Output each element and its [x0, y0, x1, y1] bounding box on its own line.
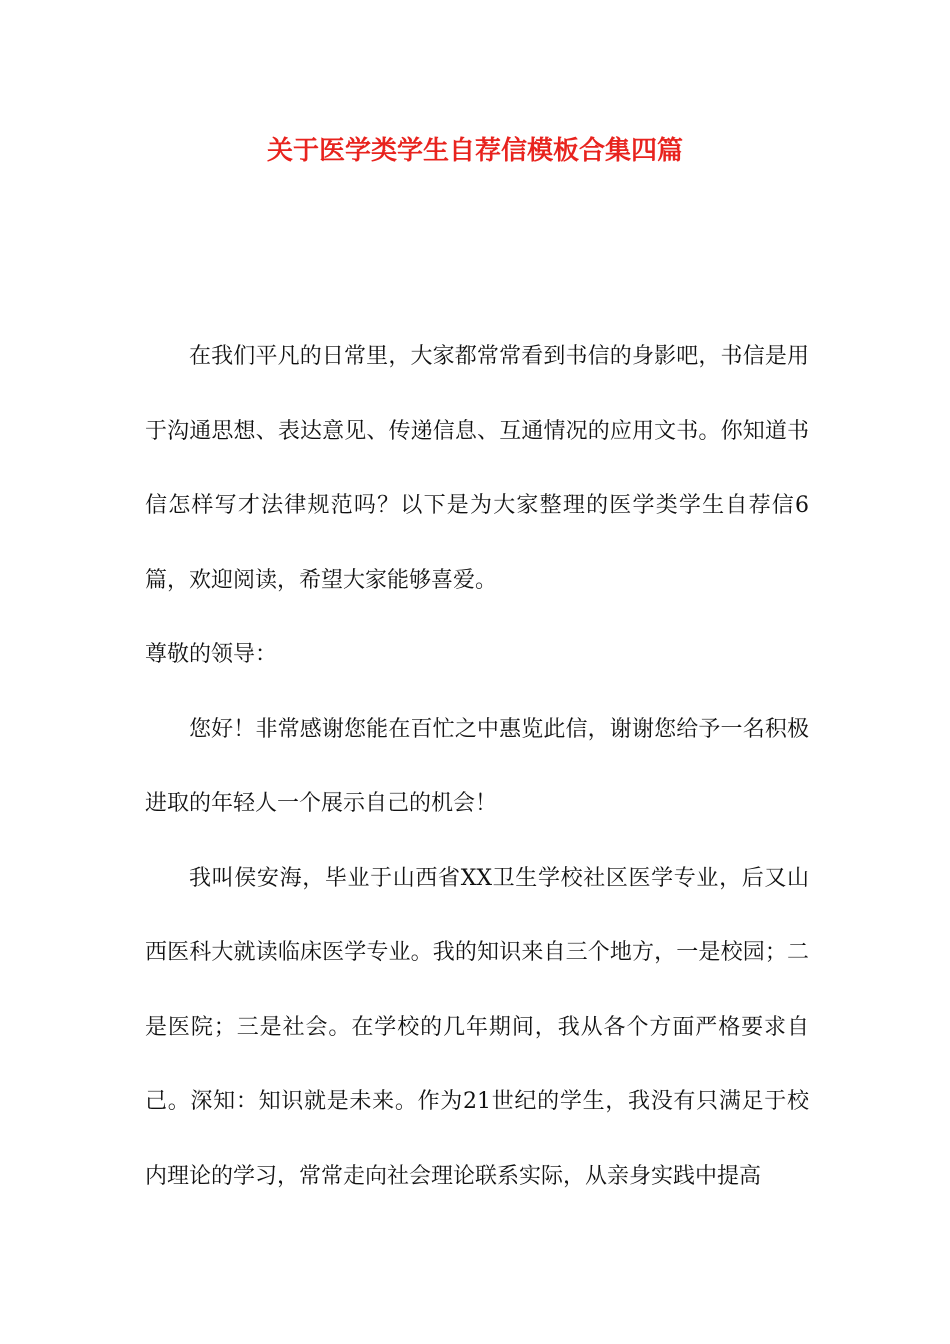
- document-title: 关于医学类学生自荐信模板合集四篇: [266, 136, 683, 166]
- intro-paragraph: 在我们平凡的日常里，大家都常常看到书信的身影吧，书信是用于沟通思想、表达意见、传递信息、互通情况的应用文书。你知道书信怎样写才法律规范吗？以下是为大家整理的医学类学生自荐信6篇，欢迎阅读，希望大家能够喜爱。: [145, 344, 809, 593]
- greeting-paragraph: 您好！非常感谢您能在百忙之中惠览此信，谢谢您给予一名积极进取的年轻人一个展示自己的机会！: [145, 716, 809, 816]
- document-body: [145, 320, 809, 1214]
- salutation: 尊敬的领导：: [145, 642, 278, 667]
- self-introduction-paragraph: 我叫侯安海，毕业于山西省XX卫生学校社区医学专业，后又山西医科大就读临床医学专业。我的知识来自三个地方，一是校园；二是医院；三是社会。在学校的几年期间，我从各个方面严格要求自己。深知：知识就是未来。作为21世纪的学生，我没有只满足于校内理论的学习，常常走向社会理论联系实际，从亲身实践中提高: [145, 865, 809, 1189]
